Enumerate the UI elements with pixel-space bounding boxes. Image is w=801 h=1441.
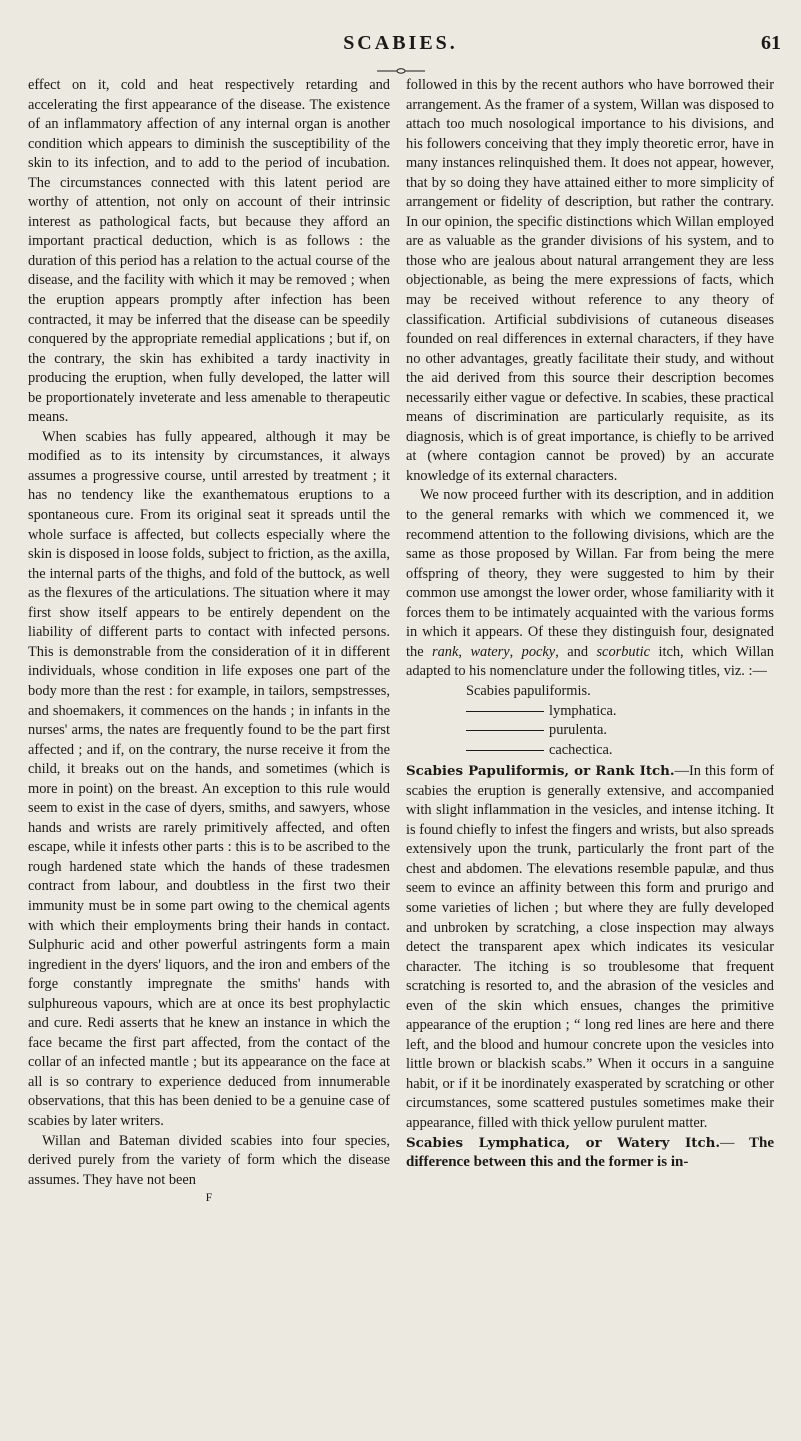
separator: , [509,643,522,660]
term-rank: rank [432,643,459,660]
term-watery: watery [470,643,510,660]
paragraph [406,1134,774,1173]
ditto-dash [466,750,544,751]
paragraph: When scabies has fully appeared, although it may be modified as to its intensity by circumstances, it always assumes a progressive course, until arrested by treatment ; it has no tendency like the exanthematous eruptions to a spontaneous cure. From its original seat it spreads until the whole surface is affected, but collects especially where the skin is disposed in loose folds, subject to friction, as the axilla, the internal parts of the thighs, and fold of the buttock, as well as the flexures of the articulations. The situation where it may first show itself appears to be entirely dependent on the liability of different parts to contact with infected persons. This is demonstrable from the consideration of it in different individuals, whose condition in life exposes one part of the body more than the rest : for example, in tailors, sempstresses, and shoemakers, it commences on the hands ; in infants in the nurses' arms, the nates are frequently found to be the part first affected ; and if, on the contrary, the nurse receive it from the child, it breaks out on the hands, and sometimes (which is more in point) on the breast. An exception to this rule would seem to exist in the case of dyers, smiths, and sawyers, whose hands and wrists are rarely primitively affected, and often escape, while it infests other parts : this is to be ascribed to the rough hardened state which the hands of these tradesmen contract from labour, and doubtless in the first two their immunity must be in some part owing to the chemical agents with which their employments bring their hands in contact. Sulphuric acid and other powerful astringents form a main ingredient in the dyers' liquors, and the iron and embers of the forge constantly impregnate the smiths' hands with sulphureous vapours, which are at once its best prophylactic and cure. Redi asserts that he knew an instance in which the face became the first part affected, from the contact of the collar of an infected mantle ; but its appearance on the face at all is so contrary to experience deduced from innumerable observations, that this has been denied to be a genuine case of scabies by later writers. [28,428,390,1129]
ditto-dash [466,711,544,712]
paragraph-text: itch, which Willan adapted to his nomenclature under the following titles, viz. :— [406,643,774,680]
paragraph [406,486,774,681]
ornament-rule-icon [375,66,427,76]
paragraph: Willan and Bateman divided scabies into four species, derived purely from the variety of form which the disease assumes. They have not been [28,1132,390,1188]
section-heading: Scabies Lymphatica, or Watery Itch. [406,1134,721,1151]
variety-label: purulenta. [549,722,607,739]
variety-item: Scabies papuliformis. [466,682,591,699]
variety-label: cachectica. [549,741,613,758]
paragraph: effect on it, cold and heat respectively retarding and accelerating the first appearance of the disease. The existence of an inflammatory affection of any internal organ is another condition which appears to diminish the susceptibility of the skin to its infection, and to add to the period of incubation. The circumstances connected with this latent period are worthy of attention, not only on account of their intrinsic interest as pathological facts, but because they afford an important practical deduction, which is as follows : the duration of this period has a relation to the actual course of the disease, and the facility with which it may be removed ; when the eruption appears promptly after infection has been contracted, it may be inferred that the disease can be speedily conquered by the appropriate remedial applications ; but if, on the contrary, the skin has exhibited a tardy inactivity in producing the eruption, when fully developed, the latter will be proportionately inveterate and less amenable to therapeutic means. [28,77,390,426]
separator: , [458,643,471,660]
variety-list [406,682,774,760]
paragraph-text: —In this form of scabies the eruption is generally extensive, and accompanied with slight inflammation in the vesicles, and intense itching. It is found chiefly to infest the fingers and wrists, but also spreads extensively upon the trunk, particularly the front part of the chest and abdomen. The elevations resemble papulæ, and thus seem to evince an affinity between this form and prurigo and some varieties of lichen ; but where they are fully developed and unbroken by scratching, a close inspection may always detect the transparent apex which indicates its vesicular character. The itching is so troublesome that frequent scratching is resorted to, and the abrasion of the vesicles and even of the skin which ensues, changes the primitive appearance of the eruption ; “ long red lines are here and there left, and the blood and humour concrete upon the vesicles into little brown or blackish scabs.” When it occurs in a sanguine habit, or if it be inordinately exasperated by scratching or other circumstances, some scattered pustules sometimes make their appearance, filled with thick yellow purulent matter. [406,763,774,1131]
variety-label: lymphatica. [549,702,617,719]
paragraph-text: The difference between this and the former is in- [406,1134,774,1171]
paragraph: followed in this by the recent authors who have borrowed their arrangement. As the framer of a system, Willan was disposed to attach too much nosological importance to his divisions, and his followers conceiving that they imply theoretic error, have in many instances relinquished them. It does not appear, however, that by so doing they have attained either to more simplicity of arrangement or fidelity of description, but rather the contrary. In our opinion, the specific distinctions which Willan employed are as valuable as the grander divisions of his system, and to those who are jealous about natural arrangement they are less objectionable, as being the mere expressions of facts, which may be received without reference to any theory of classification. Artificial subdivisions of cutaneous diseases founded on real differences in external characters, if they have no other advantages, greatly facilitate their study, and without the aid derived from this source their description becomes necessarily either vague or defective. In scabies, these practical means of discrimination are particularly requisite, as its diagnosis, which is of great importance, is chiefly to be arrived at (where contagion cannot be proved) by an accurate knowledge of its external characters. [406,77,774,484]
term-pocky: pocky [521,643,556,660]
ditto-dash [466,730,544,731]
section-heading: Scabies Papuliformis, or Rank Itch. [406,763,675,780]
heading-dash: — [720,1134,735,1151]
separator: , and [555,643,597,660]
left-column [28,76,390,1204]
page-number: 61 [761,32,781,54]
page-header [0,28,801,64]
signature-mark: F [205,1190,213,1205]
variety-item [406,741,774,761]
running-title: SCABIES. [343,32,458,54]
term-scorbutic: scorbutic [596,643,651,660]
variety-item [406,721,774,741]
right-column [406,76,774,1173]
paragraph-text: We now proceed further with its description, and in addition to the general remarks with which we commenced it, we recommend attention to the following divisions, which are the same as those proposed by Willan. Far from being the mere offspring of theory, they were suggested to him by their common use amongst the lower order, whose familiarity with it forces them to be intimately acquainted with the various forms in which it appears. Of these they distinguish four, designated the [406,487,774,660]
paragraph [406,762,774,1133]
variety-item [406,702,774,722]
